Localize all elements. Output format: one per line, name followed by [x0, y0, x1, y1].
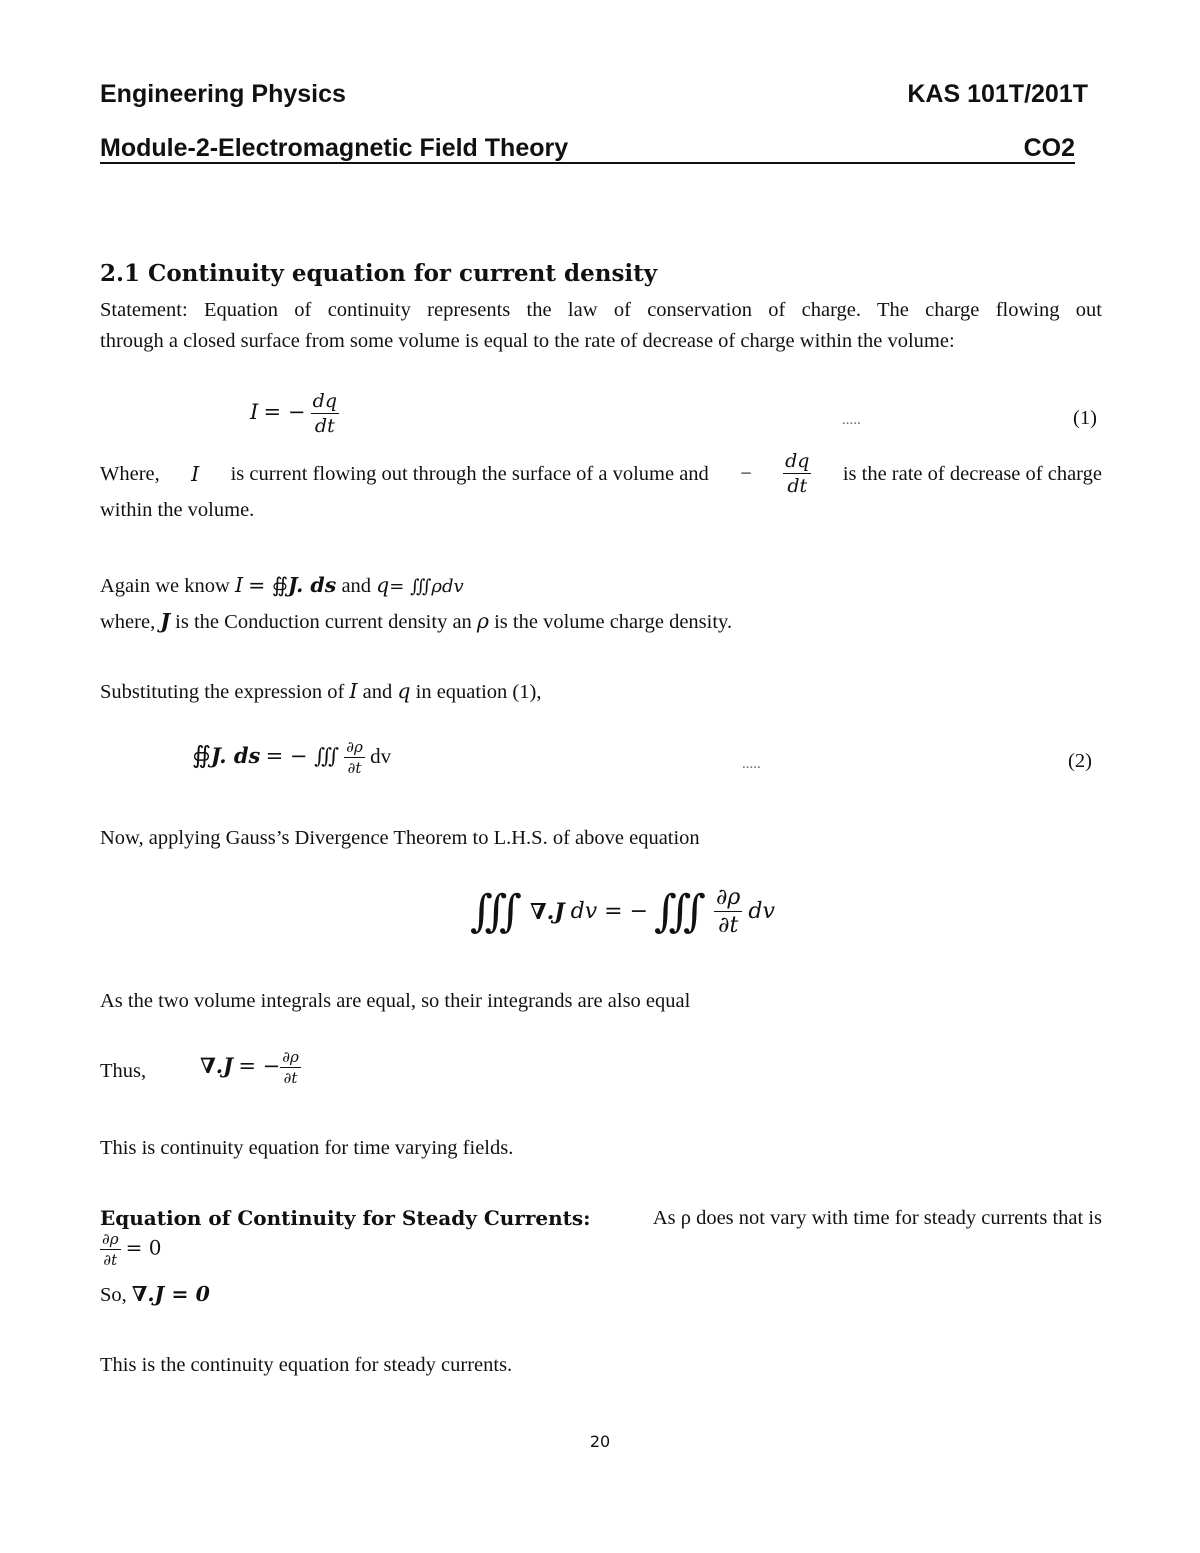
equation-3 — [470, 886, 775, 937]
steady-denominator: ∂t — [103, 1251, 118, 1269]
thus-fraction — [280, 1050, 301, 1086]
so-line — [100, 1279, 210, 1311]
steady-fraction — [100, 1232, 121, 1268]
subst-and: and — [362, 681, 393, 703]
eq1-denominator: dt — [314, 415, 335, 437]
substitute-line — [100, 676, 541, 708]
time-varying-line: This is continuity equation for time varying fields. — [100, 1137, 514, 1159]
eq3-dv-1: dv = − — [570, 899, 649, 924]
steady-heading: Equation of Continuity for Steady Currents: — [100, 1206, 591, 1230]
course-title: Engineering Physics — [100, 80, 346, 108]
again-var-i: I — [234, 573, 244, 597]
equation-1 — [250, 392, 339, 436]
eq1-numerator: dq — [312, 390, 337, 412]
eq3-denominator: ∂t — [718, 912, 739, 938]
eq1-lhs: I — [250, 399, 259, 424]
module-title: Module-2-Electromagnetic Field Theory — [100, 134, 569, 162]
again-eq-i: = ∯ — [248, 573, 289, 597]
eq3-integral-1: ∭ — [470, 886, 511, 937]
where1-denominator: dt — [787, 475, 808, 497]
steady-conclusion: This is the continuity equation for steady currents. — [100, 1354, 513, 1376]
eq2-fraction — [344, 740, 365, 776]
subst-var-i: I — [349, 679, 358, 703]
integrands-line: As the two volume integrals are equal, so their integrands are also equal — [100, 990, 691, 1012]
so-expr: ∇.J = 0 — [131, 1282, 210, 1306]
thus-equals: = − — [238, 1053, 281, 1078]
subst-suffix: in equation (1), — [415, 681, 542, 703]
eq2-denominator: ∂t — [347, 759, 362, 777]
again-and: and — [341, 575, 372, 597]
steady-equals: = 0 — [125, 1235, 162, 1260]
steady-equation — [100, 1232, 161, 1268]
eq1-equals: = − — [263, 399, 306, 424]
where-line-1 — [100, 452, 1102, 496]
eq2-lhs: J. ds — [210, 742, 261, 768]
equation-2 — [192, 740, 391, 776]
page-number: 20 — [589, 1432, 611, 1451]
where1-fraction — [783, 452, 811, 496]
where2-middle: is the Conduction current density an — [175, 611, 472, 633]
where2-var-j: J — [160, 609, 171, 633]
eq1-number: (1) — [1073, 407, 1097, 429]
where1-suffix: is the rate of decrease of charge — [842, 462, 1102, 485]
steady-text: As ρ does not vary with time for steady currents that is — [652, 1207, 1102, 1229]
again-prefix: Again we know — [100, 575, 230, 597]
where1-minus: − — [740, 462, 752, 485]
where1-numerator: dq — [785, 450, 810, 472]
eq2-number: (2) — [1068, 750, 1092, 772]
eq2-leader-dots: ..... — [742, 756, 761, 772]
eq2-numerator: ∂ρ — [346, 738, 363, 756]
again-var-q: q — [376, 573, 390, 597]
thus-denominator: ∂t — [283, 1069, 298, 1087]
where1-middle: is current flowing out through the surface of a volume and — [230, 462, 709, 485]
module-header — [100, 134, 1075, 164]
so-prefix: So, — [100, 1284, 127, 1306]
thus-lhs: ∇.J — [200, 1052, 234, 1078]
thus-numerator: ∂ρ — [282, 1048, 299, 1066]
again-line — [100, 570, 464, 602]
where2-line — [100, 606, 732, 638]
subst-var-q: q — [397, 679, 411, 703]
eq1-fraction — [311, 392, 339, 436]
eq3-numerator: ∂ρ — [716, 884, 741, 910]
eq3-integral-2: ∭ — [654, 886, 695, 937]
eq2-equals: = − ∭ — [265, 743, 339, 768]
steady-numerator: ∂ρ — [102, 1230, 119, 1248]
eq3-dv-2: dv — [748, 899, 775, 924]
where1-var: I — [191, 461, 200, 486]
eq1-leader-dots: ..... — [842, 412, 861, 428]
where-line-2: within the volume. — [100, 499, 255, 521]
where2-rho: ρ — [476, 609, 489, 633]
where1-prefix: Where, — [100, 462, 160, 485]
eq3-fraction — [714, 884, 742, 938]
statement-line-1: Statement: Equation of continuity represents the law of conservation of charge. The charge flowing out — [100, 299, 1102, 321]
where2-suffix: is the volume charge density. — [494, 611, 733, 633]
thus-equation — [200, 1050, 301, 1086]
again-eq-q: = ∭ρdv — [389, 576, 464, 597]
course-outcome: CO2 — [1023, 134, 1075, 162]
eq3-lhs: ∇.J — [530, 898, 565, 925]
section-title: 2.1 Continuity equation for current density — [100, 260, 658, 287]
again-expr: J. ds — [288, 573, 337, 597]
thus-label: Thus, — [100, 1060, 147, 1082]
statement-line-2: through a closed surface from some volume is equal to the rate of decrease of charge within the volume: — [100, 330, 955, 352]
course-code: KAS 101T/201T — [907, 80, 1088, 108]
steady-line — [100, 1203, 1102, 1234]
eq2-oint: ∯ — [192, 740, 211, 769]
eq2-dv: dv — [370, 743, 392, 768]
where2-prefix: where, — [100, 611, 156, 633]
gauss-line: Now, applying Gauss’s Divergence Theorem to L.H.S. of above equation — [100, 827, 700, 849]
subst-prefix: Substituting the expression of — [100, 681, 345, 703]
